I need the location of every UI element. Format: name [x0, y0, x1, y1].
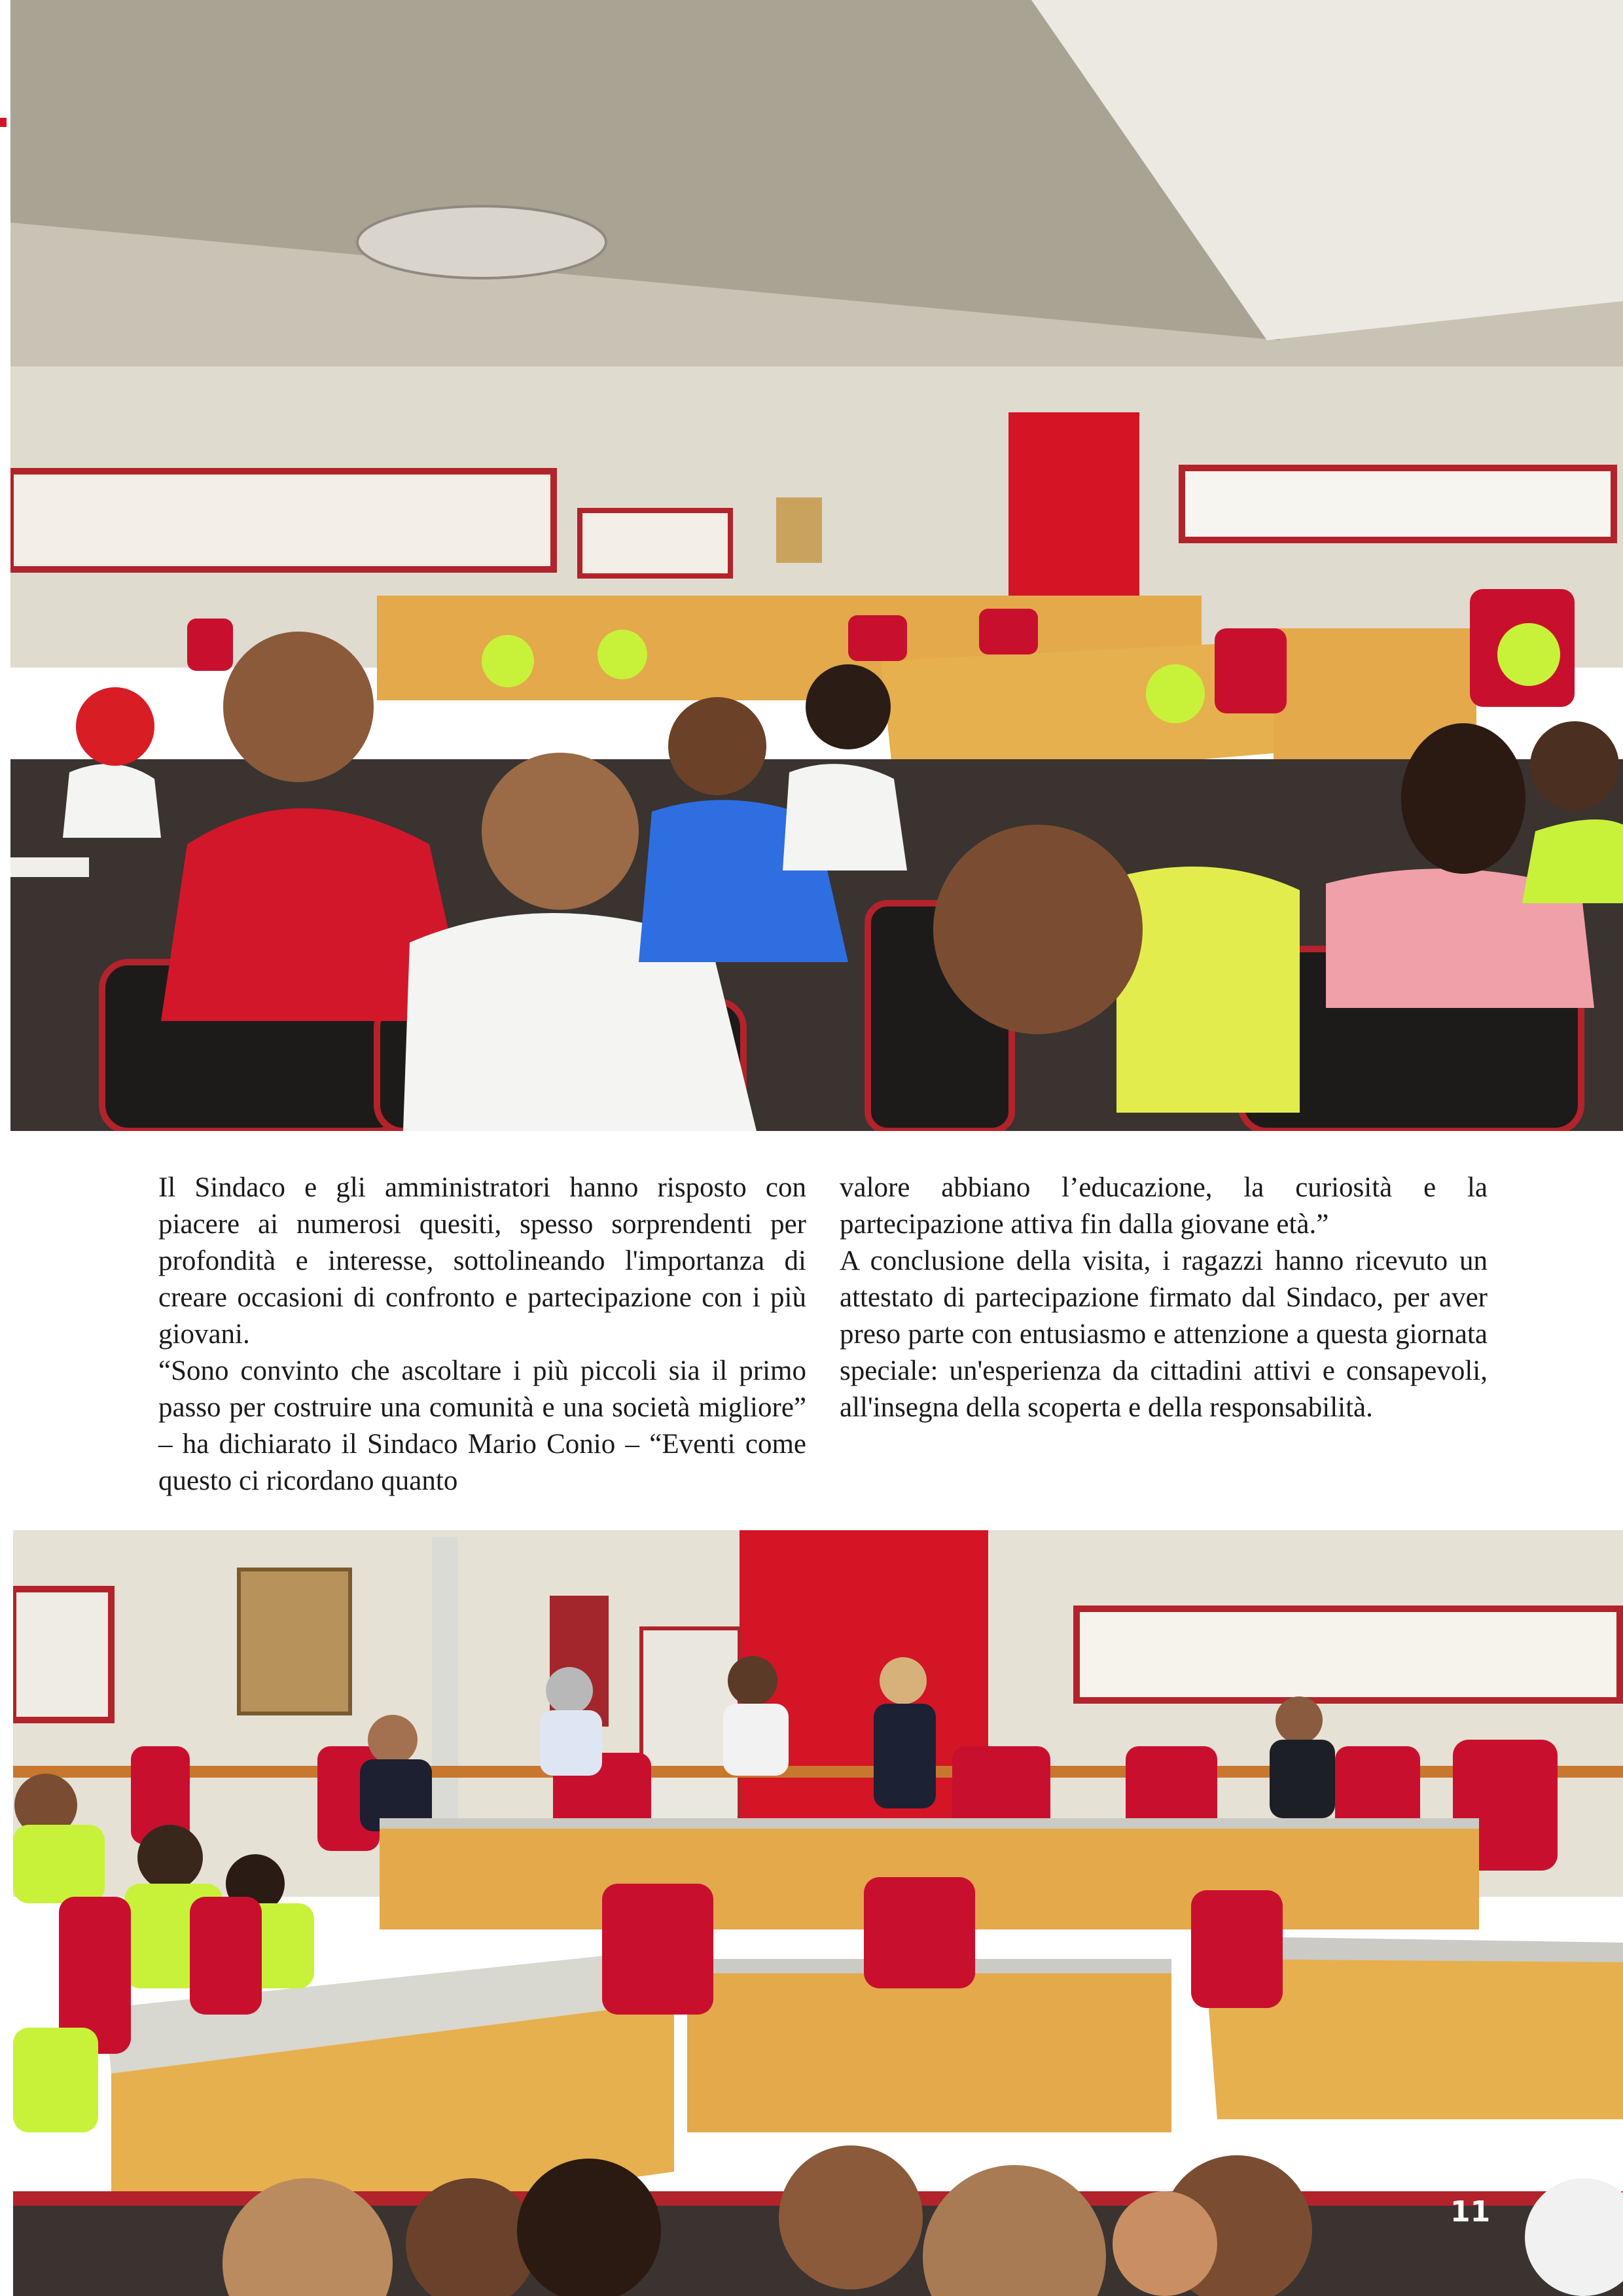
- bottom-photo: [13, 1530, 1623, 2296]
- article-paragraph: A conclusione della visita, i ragazzi hanno ricevuto un attestato di partecipazione firmato dal Sindaco, per aver preso parte con entusiasmo e attenzione a questa giornata speciale: un'esperienza da cittadini attivi e consapevoli, all'insegna della scoperta e della responsabilità.: [840, 1246, 1488, 1423]
- article-paragraph: valore abbiano l’educazione, la curiosità e la partecipazione attiva fin dalla giovane età.”: [840, 1172, 1488, 1240]
- article-column-left: [158, 1170, 806, 1499]
- article-paragraph: “Sono convinto che ascoltare i più piccoli sia il primo passo per costruire una comunità e una società migliore” – ha dichiarato il Sindaco Mario Conio – “Eventi come questo ci ricordano quanto: [158, 1355, 806, 1496]
- article-paragraph: Il Sindaco e gli amministratori hanno risposto con piacere ai numerosi quesiti, spesso sorprendenti per profondità e interesse, sottolineando l'importanza di creare occasioni di confronto e partecipazione con i più giovani.: [158, 1172, 806, 1350]
- top-photo: [10, 0, 1623, 1131]
- top-photo-illustration: [10, 0, 1623, 1131]
- article-column-right: [840, 1170, 1488, 1426]
- corner-red-mark: [0, 118, 7, 127]
- page-number: 11: [1450, 2195, 1491, 2229]
- bottom-photo-illustration: [13, 1530, 1623, 2296]
